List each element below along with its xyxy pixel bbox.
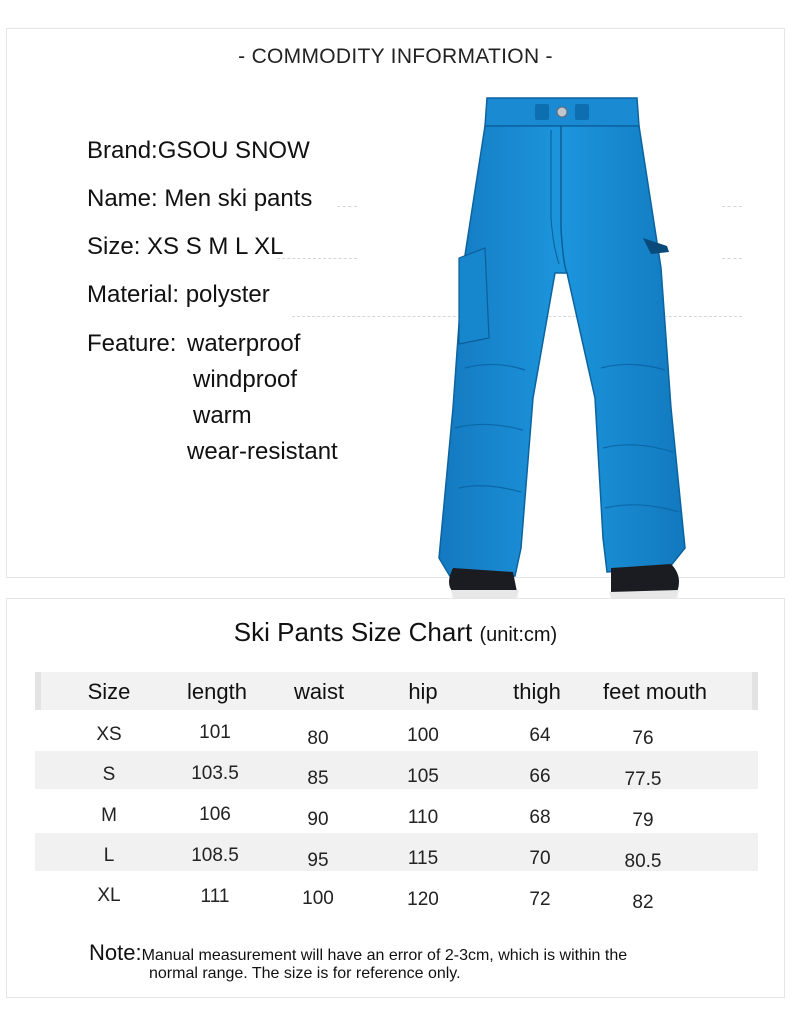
note-line-2: normal range. The size is for reference only. — [149, 965, 461, 982]
cell-hip: 115 — [407, 848, 439, 869]
size-chart-panel — [6, 598, 785, 998]
note-label: Note: — [89, 940, 142, 965]
feature-windproof: windproof — [193, 366, 298, 393]
chart-title — [7, 617, 784, 648]
cell-thigh: 70 — [529, 848, 551, 869]
cell-size: XL — [97, 885, 121, 906]
cell-thigh: 68 — [529, 807, 551, 828]
ski-pants-image — [425, 68, 690, 602]
cell-hip: 110 — [407, 807, 439, 828]
material-line: Material: polyster — [87, 281, 270, 308]
cell-hip: 120 — [407, 889, 439, 910]
header-length: length — [187, 679, 247, 704]
cell-size: M — [101, 805, 117, 826]
cell-size: L — [103, 845, 115, 866]
section-title: - COMMODITY INFORMATION - — [238, 45, 553, 68]
cell-feet-mouth: 82 — [632, 892, 654, 913]
cell-length: 111 — [200, 886, 230, 907]
cell-length: 108.5 — [191, 845, 239, 866]
size-line: Size: XS S M L XL — [87, 233, 284, 260]
cell-thigh: 72 — [529, 889, 551, 910]
cell-feet-mouth: 79 — [632, 810, 654, 831]
cell-feet-mouth: 77.5 — [624, 769, 662, 790]
name-line: Name: Men ski pants — [87, 185, 313, 212]
cell-waist: 85 — [307, 768, 329, 789]
cell-size: XS — [96, 724, 122, 745]
cell-size: S — [102, 764, 116, 785]
cell-waist: 100 — [302, 888, 334, 909]
cell-waist: 95 — [307, 850, 329, 871]
header-feet-mouth: feet mouth — [603, 679, 707, 704]
cell-waist: 90 — [307, 809, 329, 830]
header-thigh: thigh — [513, 679, 561, 704]
cell-waist: 80 — [307, 728, 329, 749]
feature-wear-resistant: wear-resistant — [187, 438, 338, 465]
feature-warm: warm — [193, 402, 252, 429]
cell-feet-mouth: 76 — [632, 728, 654, 749]
divider — [337, 206, 357, 207]
cell-hip: 100 — [407, 725, 439, 746]
cell-thigh: 66 — [529, 766, 551, 787]
header-edge — [752, 672, 758, 710]
header-hip: hip — [408, 679, 438, 704]
brand-line: Brand:GSOU SNOW — [87, 137, 310, 164]
feature-label: Feature: — [87, 330, 177, 357]
divider — [277, 258, 357, 259]
cell-length: 106 — [199, 804, 231, 825]
cell-length: 103.5 — [191, 763, 239, 784]
chart-title-text: Ski Pants Size Chart — [233, 617, 473, 647]
header-waist: waist — [293, 679, 345, 704]
cell-thigh: 64 — [529, 725, 551, 746]
note-line-1: Manual measurement will have an error of 2-3cm, which is within the — [141, 947, 628, 964]
chart-unit: (unit:cm) — [479, 624, 558, 646]
cell-hip: 105 — [407, 766, 439, 787]
divider — [722, 258, 742, 259]
cell-feet-mouth: 80.5 — [624, 851, 662, 872]
feature-waterproof: waterproof — [187, 330, 301, 357]
header-edge — [35, 672, 41, 710]
cell-length: 101 — [199, 722, 231, 743]
header-size: Size — [87, 679, 131, 704]
note — [89, 940, 729, 983]
divider — [722, 206, 742, 207]
